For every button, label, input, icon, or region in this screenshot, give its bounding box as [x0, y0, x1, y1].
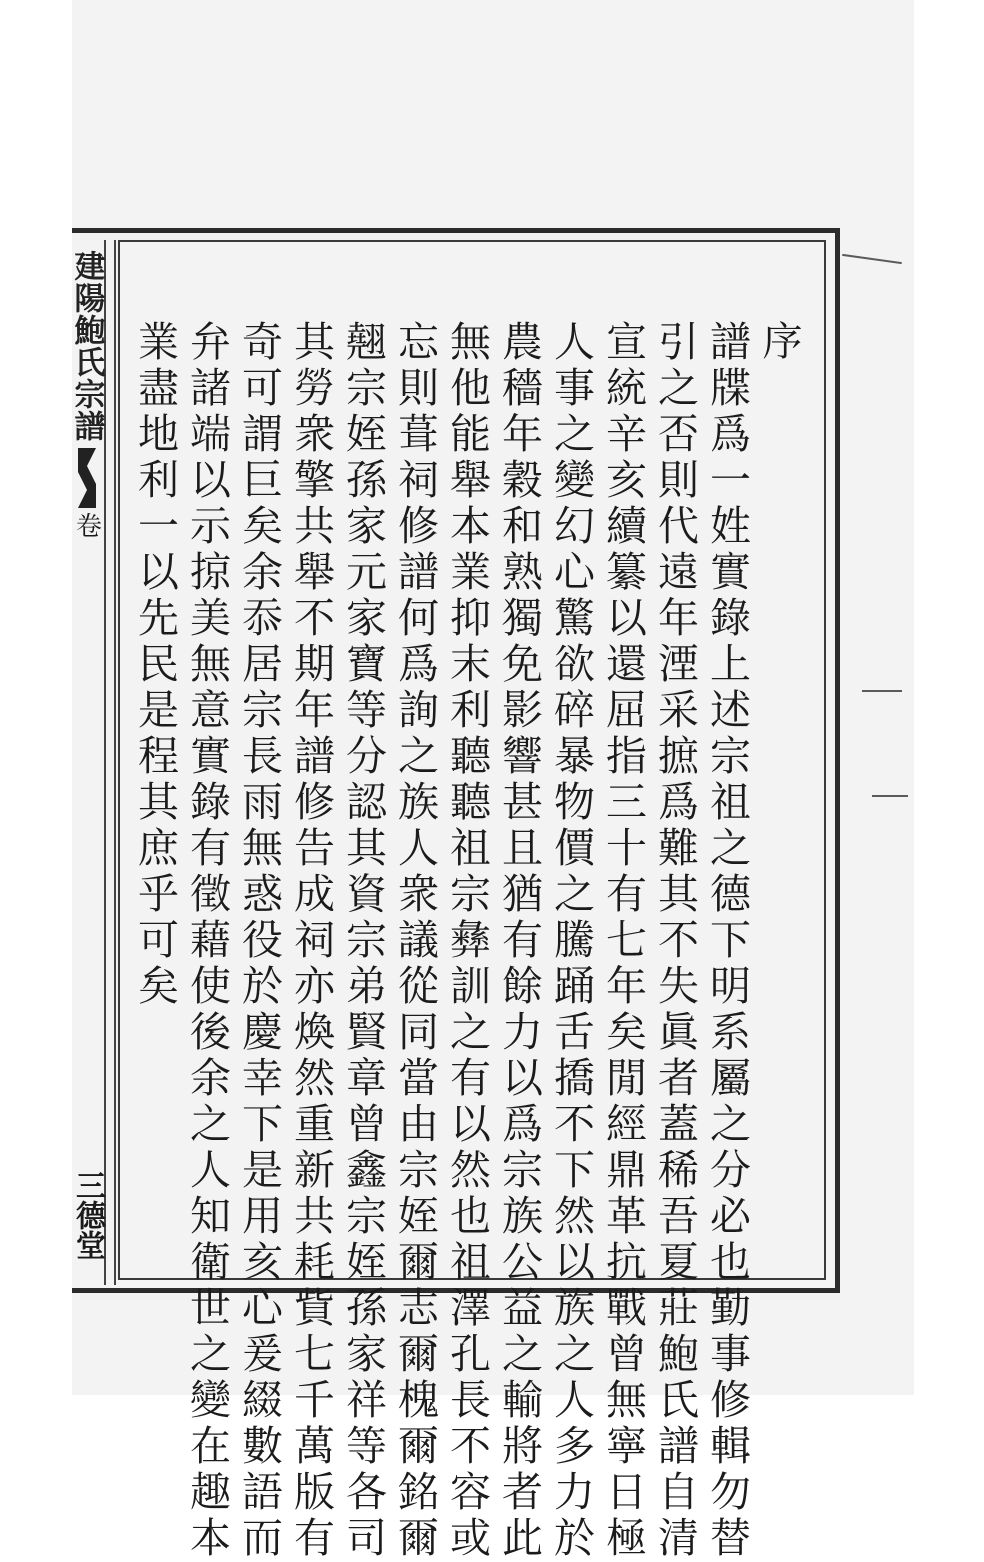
- text-column: 宣統辛亥續纂以還屈指三十有七年矣閒經鼎革抗戰曾無寧日極: [599, 320, 647, 1562]
- fish-tail-icon: [78, 448, 96, 508]
- text-column: 譜牒爲一姓實錄上述宗祖之德下明系屬之分必也勤事修輯勿替: [703, 320, 751, 1562]
- publisher-name: 三德堂: [70, 1170, 105, 1260]
- margin-rule: [114, 240, 116, 1285]
- text-column: 忘則葺祠修譜何爲詢之族人衆議從同當由宗姪爾志爾槐爾銘爾: [391, 320, 439, 1562]
- book-title: 建陽鮑氏宗譜: [68, 250, 105, 442]
- text-column: 人事之變幻心驚欲碎暴物價之騰踊舌撟不下然以族之人多力於: [547, 320, 595, 1562]
- text-column: 其勞衆擎共舉不期年譜修告成祠亦煥然重新共耗貲七千萬版有: [287, 320, 335, 1562]
- text-column: 業盡地利一以先民是程其庶乎可矣: [131, 320, 179, 1010]
- preface-text: [118, 320, 823, 1562]
- text-column: 無他能舉本業抑末利聽聽祖宗彝訓之有以然也祖澤孔長不容或: [443, 320, 491, 1562]
- juan-marker: 卷: [71, 512, 102, 538]
- text-column: 農穡年穀和熟獨免影響甚且猶有餘力以爲宗族公益之輸將者此: [495, 320, 543, 1562]
- preface-heading: 序: [756, 320, 802, 365]
- text-column: 引之否則代遠年湮采摭爲難其不失眞者蓋稀吾夏莊鮑氏譜自清: [651, 320, 699, 1562]
- text-column: 奇可謂巨矣余忝居宗長雨無惑役於慶幸下是用亥心爰綴數語而: [235, 320, 283, 1562]
- ink-stroke: [872, 795, 908, 797]
- ink-stroke: [862, 690, 902, 692]
- text-column: 翹宗姪孫家元家寶等分認其資宗弟賢章曾鑫宗姪孫家祥等各司: [339, 320, 387, 1562]
- ink-stroke: [842, 254, 902, 264]
- text-column: 弁諸端以示掠美無意實錄有徵藉使後余之人知衛世之變在趣本: [183, 320, 231, 1562]
- book-margin-column: [70, 250, 104, 1280]
